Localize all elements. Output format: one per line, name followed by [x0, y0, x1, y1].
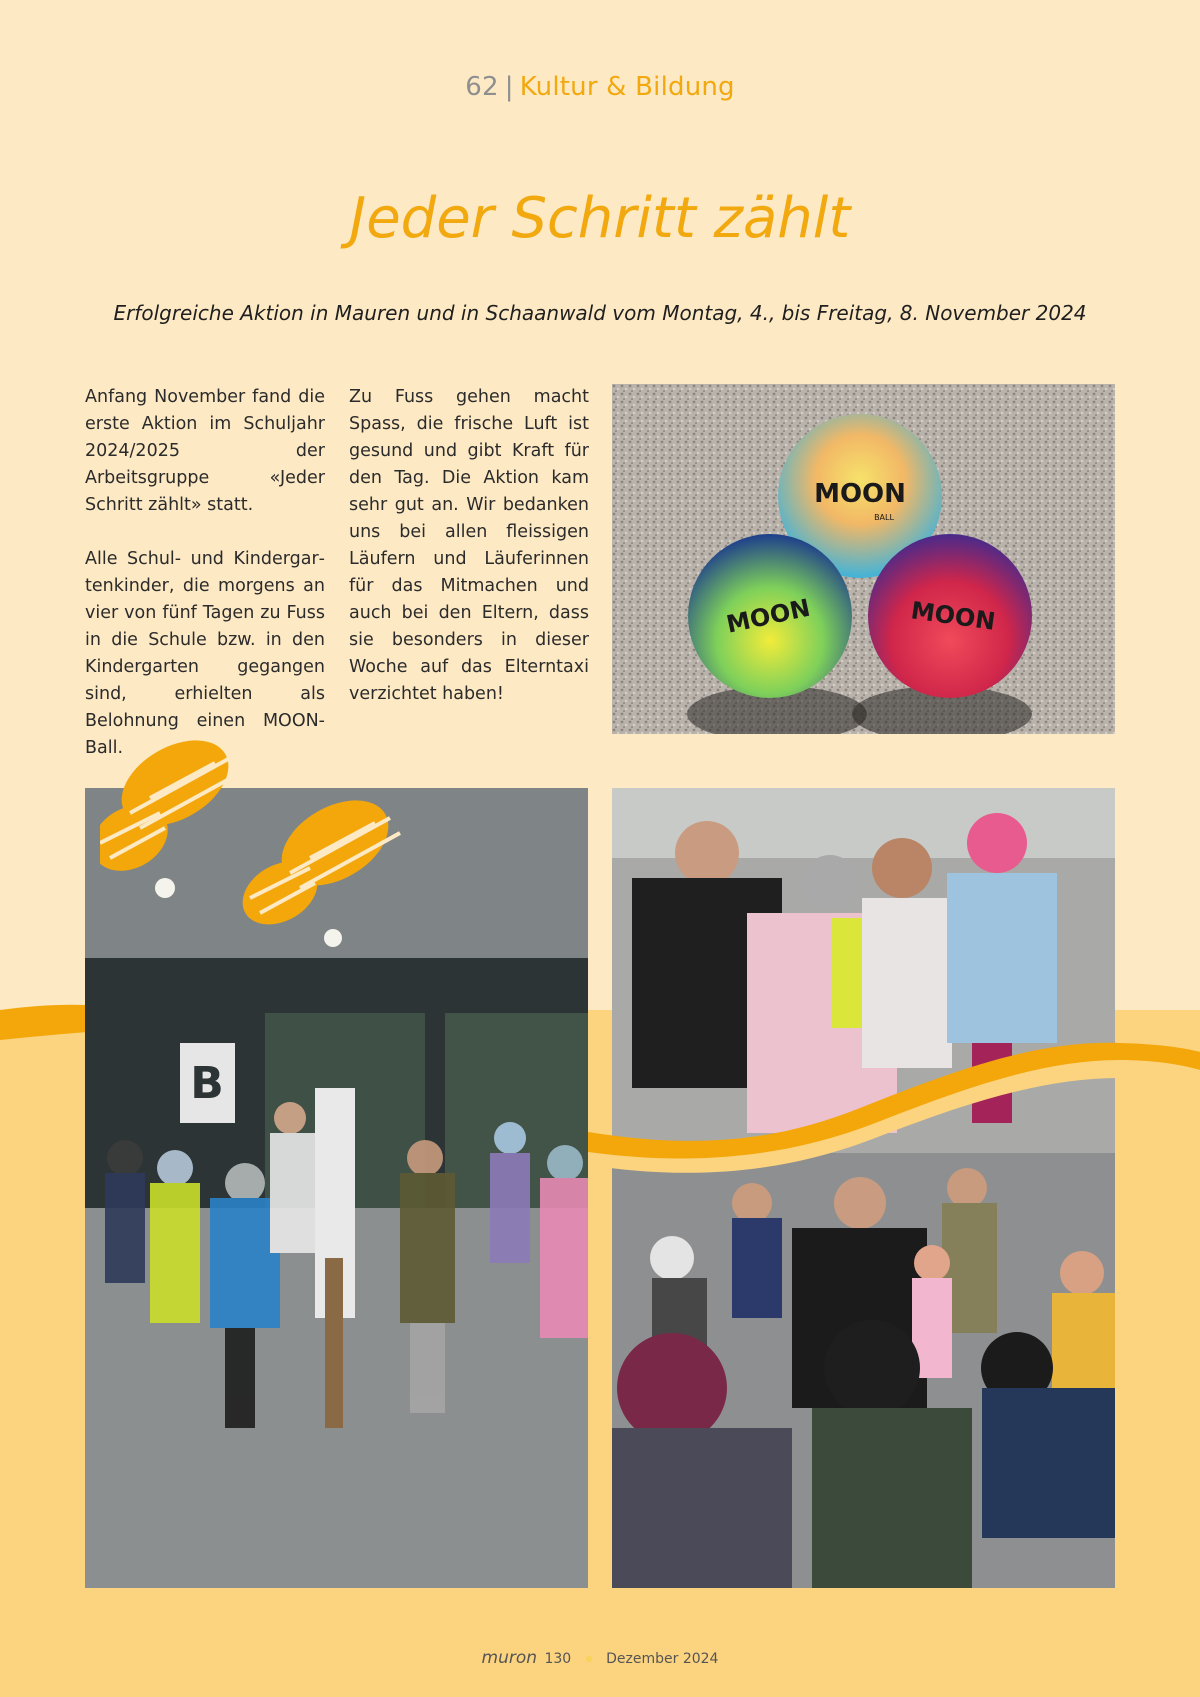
ball-sublabel: BALL [874, 513, 894, 522]
paragraph: Alle Schul- und Kindergartenkinder, die morgens an vier von fünf Tagen zu Fuss in die Schule bzw. in den Kindergarten gegangen sind, erhielten als Belohnung einen MOON-Ball. [85, 549, 325, 758]
magazine-brand: muron [481, 1648, 538, 1668]
ball-label: MOON [814, 479, 906, 509]
paragraph: Zu Fuss gehen macht Spass, die frische Luft ist gesund und gibt Kraft für den Tag. Die Aktion kam sehr gut an. Wir bedanken uns bei allen fleissigen Läufern und Läuferinnen für das Mitmachen und auch bei den Eltern, dass sie besonders in dieser Woche auf das Elterntaxi verzichtet haben! [349, 387, 589, 704]
paragraph: Anfang November fand die erste Aktion im Schuljahr 2024/2025 der Arbeitsgruppe «Jeder Schritt zählt» statt. [85, 387, 325, 515]
children-teacher-photo [612, 788, 1115, 1588]
moon-balls-photo [612, 384, 1115, 734]
running-head [0, 72, 1200, 102]
footer-dot-icon [586, 1656, 592, 1662]
text-column-2 [349, 384, 589, 735]
header-separator: | [504, 72, 514, 102]
issue-number: 130 [544, 1651, 572, 1667]
ball-label: MOON [909, 596, 998, 636]
page-number: 62 [465, 72, 499, 102]
footprints-icon [100, 728, 460, 928]
building-letter: B [190, 1058, 224, 1109]
article-title: Jeder Schritt zählt [349, 186, 851, 251]
issue-date: Dezember 2024 [606, 1651, 719, 1667]
page-footer [0, 1648, 1200, 1668]
article-subtitle: Erfolgreiche Aktion in Mauren und in Schaanwald vom Montag, 4., bis Freitag, 8. November 2024 [113, 301, 1087, 325]
section-name: Kultur & Bildung [519, 72, 735, 102]
ball-label: MOON [723, 593, 813, 639]
